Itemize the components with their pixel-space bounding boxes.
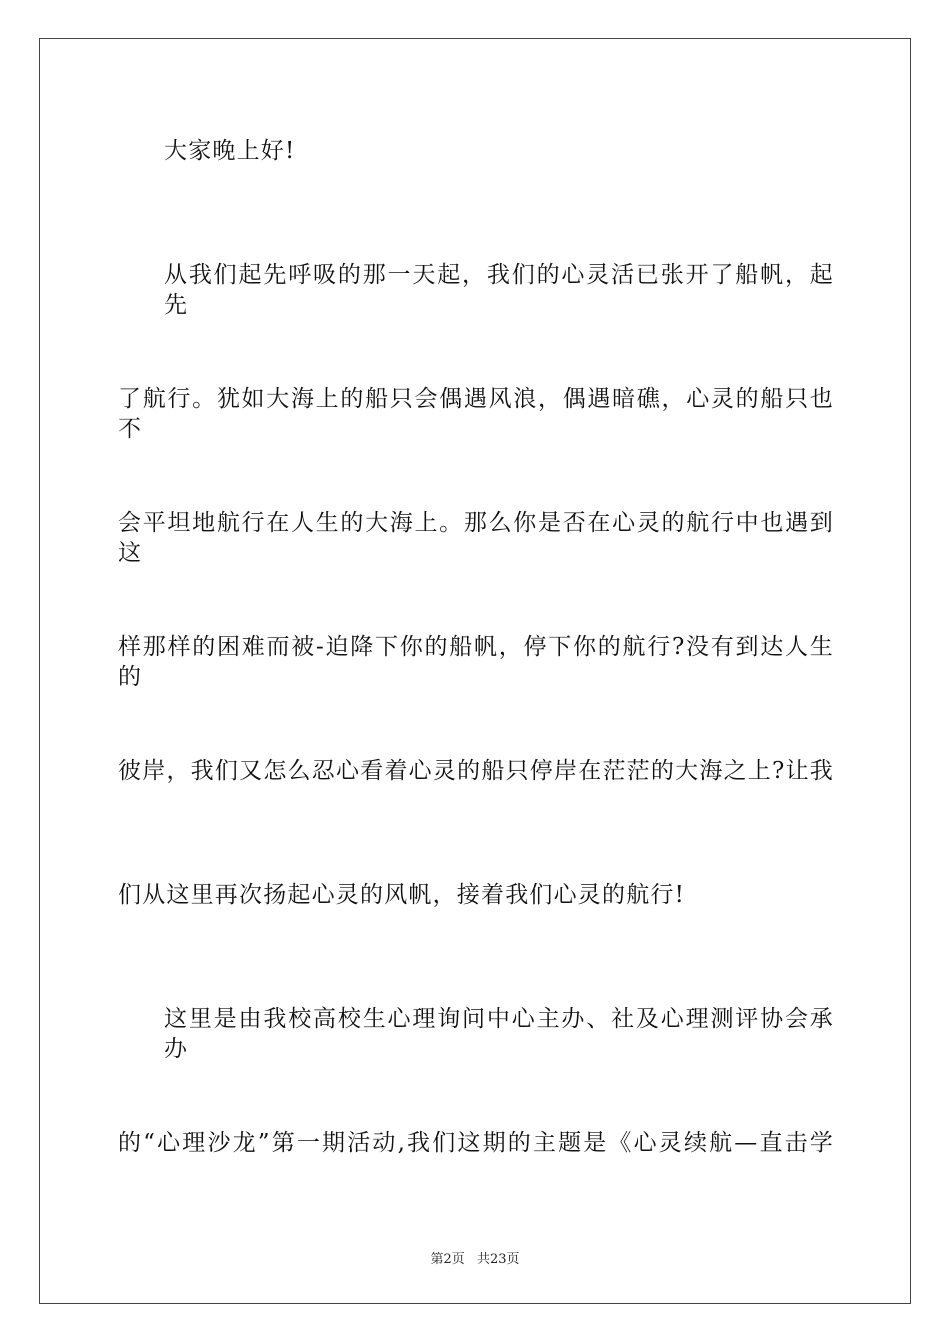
greeting-line: 大家晚上好! [164, 138, 296, 164]
page-number: 第2页 [430, 1252, 465, 1267]
page-footer [0, 1248, 950, 1267]
paragraph-line: 们从这里再次扬起心灵的风帆，接着我们心灵的航行! [118, 882, 686, 908]
paragraph-line: 的“心理沙龙”第一期活动,我们这期的主题是《心灵续航—直击学 [118, 1130, 834, 1156]
paragraph-line: 这里是由我校高校生心理询问中心主办、社及心理测评协会承办 [164, 1006, 834, 1062]
paragraph-line: 彼岸，我们又怎么忍心看着心灵的船只停岸在茫茫的大海之上?让我 [118, 758, 834, 784]
paragraph-line: 样那样的困难而被-迫降下你的船帆，停下你的航行?没有到达人生的 [118, 634, 834, 690]
paragraph-line: 从我们起先呼吸的那一天起，我们的心灵活已张开了船帆，起先 [164, 262, 834, 318]
paragraph-line: 了航行。犹如大海上的船只会偶遇风浪，偶遇暗礁，心灵的船只也不 [118, 386, 834, 442]
page-total: 共23页 [476, 1252, 520, 1267]
paragraph-line: 会平坦地航行在人生的大海上。那么你是否在心灵的航行中也遇到这 [118, 510, 834, 566]
